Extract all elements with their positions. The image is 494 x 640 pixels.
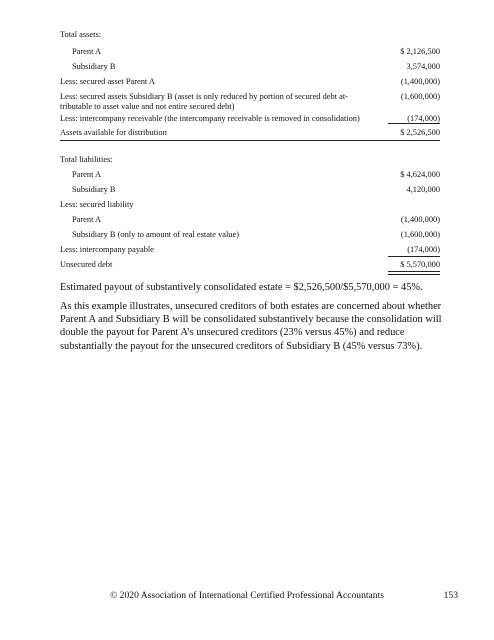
table-row [60,230,440,242]
table-row [60,77,440,89]
row-label: Parent A [72,47,102,56]
total-value: $ 2,526,500 [400,128,440,137]
total-label: Assets available for distribution [60,128,167,137]
row-label: Subsidiary B [72,185,116,194]
table-row [60,114,440,126]
table-row [60,62,440,74]
body-paragraph: As this example illustrates, unsecured creditors of both estates are concerned about whether Parent A and Subsidiary B will be consolidated substantively because the consolidation will double the payout for Parent A’s unsecured creditors (23% versus 45%) and reduce substantially the payout for the unsecured creditors of Subsidiary B (45% versus 73%). [60,301,442,352]
assets-header [60,30,440,42]
total-label: Unsecured debt [60,260,113,269]
row-value: 4,120,000 [406,185,440,194]
table-row [60,245,440,257]
row-value: (1,400,000) [400,77,440,86]
table-row [60,215,440,227]
row-label: Less: intercompany receivable (the intercompany receivable is removed in consolidation) [60,114,360,123]
subtotal-rule [388,256,440,257]
row-label: Subsidiary B [72,62,116,71]
row-label: Less: intercompany payable [60,245,154,254]
estimate-line: Estimated payout of substantively consolidated estate = $2,526,500/$5,570,000 = 45%. [60,282,423,293]
table-row [60,200,440,212]
table-row [60,170,440,182]
copyright-text: © 2020 Association of International Certified Professional Accountants [110,590,384,601]
liabilities-header-label: Total liabilities: [60,155,113,164]
subtotal-rule [388,123,440,124]
row-label: Less: secured liability [60,200,134,209]
assets-header-label: Total assets: [60,30,102,39]
row-value: $ 4,624,000 [400,170,440,179]
row-label: Parent A [72,170,102,179]
liabilities-total-row [60,260,440,272]
table-row [60,92,440,114]
section-divider [60,140,440,141]
row-label: Less: secured asset Parent A [60,77,155,86]
row-value: (1,400,000) [400,215,440,224]
row-value: (1,600,000) [400,92,440,101]
row-value: (174,000) [407,245,440,254]
row-value: (1,600,000) [400,230,440,239]
table-row [60,185,440,197]
row-label: Less: secured assets Subsidiary B (asset is only reduced by portion of secured debt at-tributable to asset value and not entire secured debt) [60,92,348,111]
assets-total-row [60,128,440,140]
total-value: $ 5,570,000 [400,260,440,269]
row-label: Subsidiary B (only to amount of real estate value) [72,230,239,239]
page-number: 153 [443,590,458,601]
liabilities-header [60,155,440,167]
row-value: (174,000) [407,114,440,123]
row-value: 3,574,000 [406,62,440,71]
double-underline [388,271,440,275]
row-value: $ 2,126,500 [400,47,440,56]
table-row [60,47,440,59]
row-label: Parent A [72,215,102,224]
